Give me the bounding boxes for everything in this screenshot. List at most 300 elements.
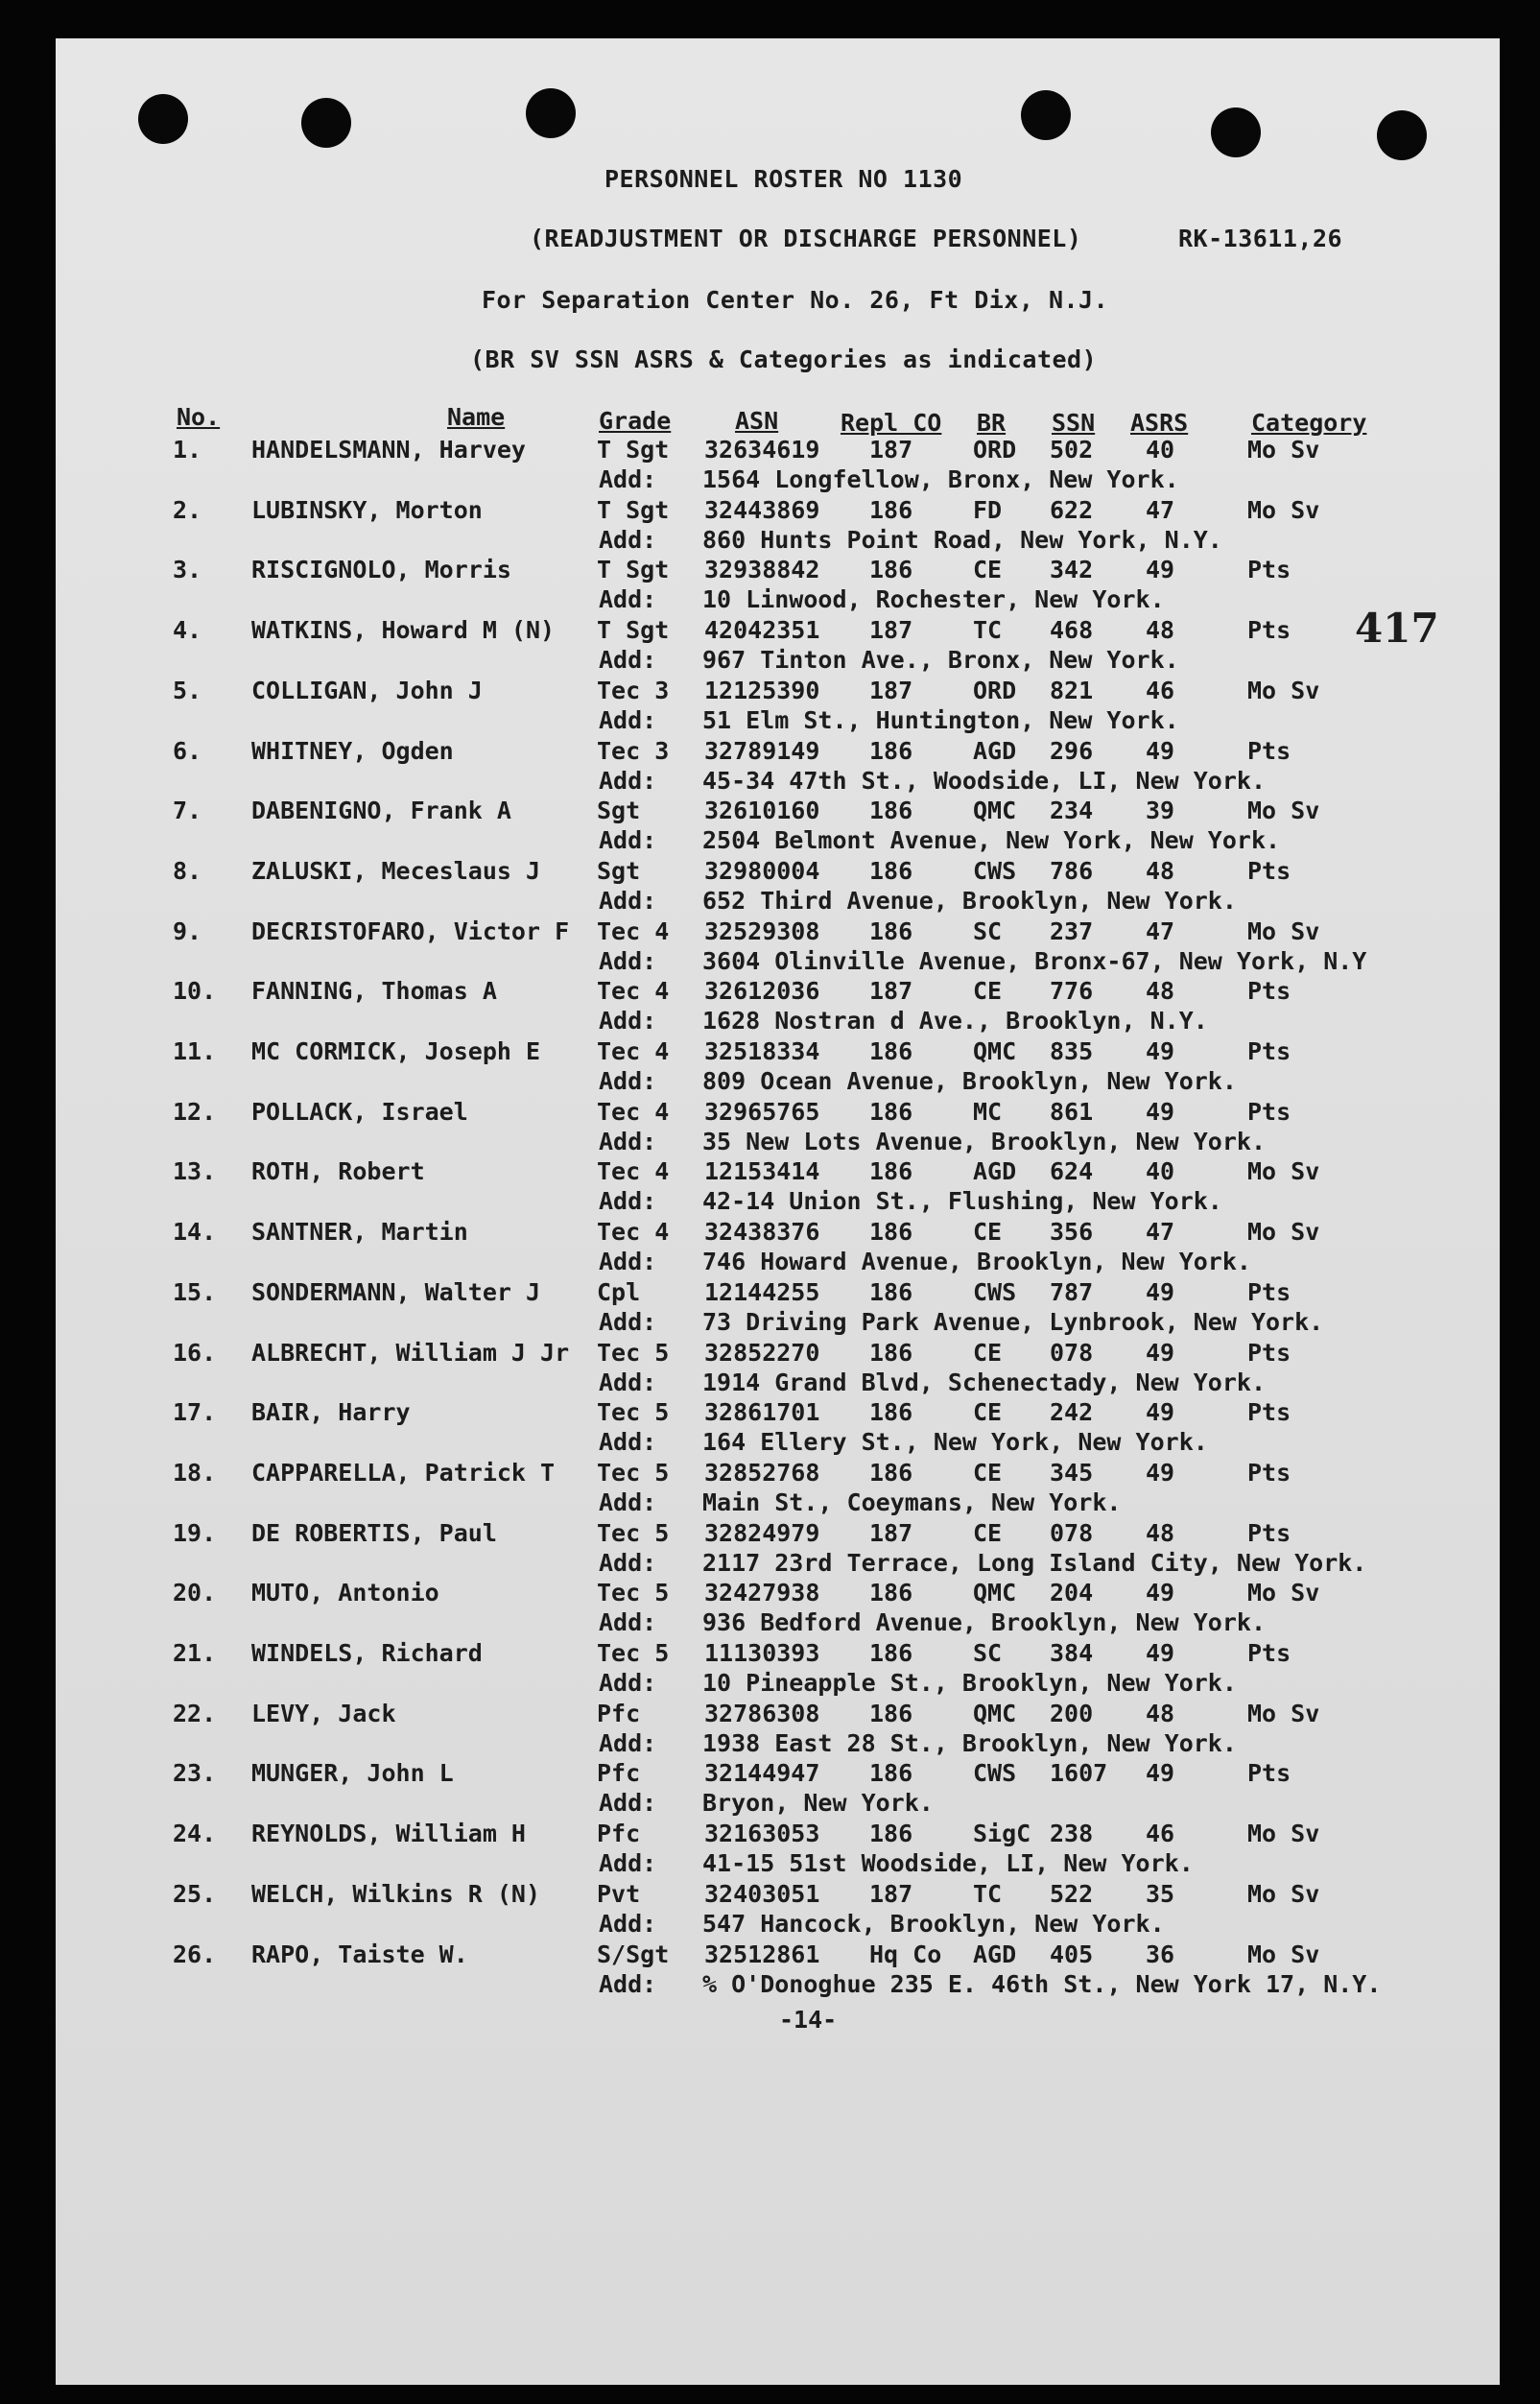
entry-repl-co: 187 bbox=[869, 1879, 913, 1908]
entry-repl-co: 186 bbox=[869, 1579, 913, 1607]
entry-number: 20. bbox=[173, 1579, 217, 1607]
entry-ssn: 468 bbox=[1050, 616, 1094, 645]
entry-repl-co: 186 bbox=[869, 1097, 913, 1126]
entry-number: 9. bbox=[173, 916, 202, 945]
entry-name: MC CORMICK, Joseph E bbox=[251, 1037, 541, 1065]
entry-asrs: 49 bbox=[1146, 556, 1175, 584]
entry-address: 860 Hunts Point Road, New York, N.Y. bbox=[702, 525, 1222, 554]
entry-category: Mo Sv bbox=[1247, 1820, 1320, 1848]
entry-repl-co: 187 bbox=[869, 1518, 913, 1547]
punch-hole bbox=[1377, 110, 1427, 160]
entry-repl-co: 186 bbox=[869, 556, 913, 584]
entry-address: 35 New Lots Avenue, Brooklyn, New York. bbox=[702, 1127, 1266, 1155]
column-header-grade: Grade bbox=[599, 407, 672, 435]
address-label: Add: bbox=[599, 1067, 657, 1095]
address-label: Add: bbox=[599, 1368, 657, 1396]
entry-branch: SC bbox=[973, 1639, 1003, 1667]
entry-asrs: 47 bbox=[1146, 1218, 1175, 1247]
entry-address: 547 Hancock, Brooklyn, New York. bbox=[702, 1909, 1165, 1938]
entry-repl-co: 186 bbox=[869, 495, 913, 524]
entry-category: Mo Sv bbox=[1247, 1579, 1320, 1607]
entry-grade: T Sgt bbox=[597, 436, 670, 464]
address-label: Add: bbox=[599, 705, 657, 734]
entry-asrs: 46 bbox=[1146, 1820, 1175, 1848]
column-header-name: Name bbox=[447, 403, 506, 431]
entry-category: Mo Sv bbox=[1247, 1699, 1320, 1727]
entry-address: 45-34 47th St., Woodside, LI, New York. bbox=[702, 766, 1266, 795]
entry-category: Pts bbox=[1247, 1277, 1291, 1306]
entry-ssn: 078 bbox=[1050, 1518, 1094, 1547]
entry-category: Pts bbox=[1247, 977, 1291, 1006]
entry-number: 13. bbox=[173, 1157, 217, 1186]
entry-repl-co: 186 bbox=[869, 1820, 913, 1848]
entry-repl-co: Hq Co bbox=[869, 1940, 942, 1968]
entry-grade: Tec 4 bbox=[597, 977, 670, 1006]
entry-ssn: 776 bbox=[1050, 977, 1094, 1006]
entry-branch: AGD bbox=[973, 1940, 1017, 1968]
entry-asrs: 48 bbox=[1146, 616, 1175, 645]
entry-repl-co: 186 bbox=[869, 1639, 913, 1667]
entry-name: WINDELS, Richard bbox=[251, 1639, 483, 1667]
entry-asrs: 35 bbox=[1146, 1879, 1175, 1908]
entry-branch: ORD bbox=[973, 676, 1017, 704]
column-header-asrs: ASRS bbox=[1130, 409, 1189, 437]
entry-address: 746 Howard Avenue, Brooklyn, New York. bbox=[702, 1248, 1251, 1276]
entry-asn: 32634619 bbox=[704, 436, 820, 464]
entry-branch: CE bbox=[973, 1218, 1003, 1247]
address-label: Add: bbox=[599, 1849, 657, 1878]
entry-asn: 32438376 bbox=[704, 1218, 820, 1247]
entry-category: Pts bbox=[1247, 1037, 1291, 1065]
entry-grade: Tec 4 bbox=[597, 1097, 670, 1126]
entry-asn: 32610160 bbox=[704, 797, 820, 825]
entry-asn: 32980004 bbox=[704, 856, 820, 885]
entry-address: 3604 Olinville Avenue, Bronx-67, New York, N.Y bbox=[702, 946, 1367, 975]
entry-asrs: 49 bbox=[1146, 1759, 1175, 1788]
entry-ssn: 078 bbox=[1050, 1338, 1094, 1367]
entry-repl-co: 186 bbox=[869, 1037, 913, 1065]
entry-category: Mo Sv bbox=[1247, 1940, 1320, 1968]
column-header-asn: ASN bbox=[735, 407, 779, 435]
address-label: Add: bbox=[599, 1307, 657, 1336]
entry-grade: Tec 4 bbox=[597, 1037, 670, 1065]
entry-grade: Tec 5 bbox=[597, 1338, 670, 1367]
entry-number: 14. bbox=[173, 1218, 217, 1247]
entry-number: 24. bbox=[173, 1820, 217, 1848]
entry-asrs: 49 bbox=[1146, 1097, 1175, 1126]
entry-name: POLLACK, Israel bbox=[251, 1097, 468, 1126]
entry-grade: Tec 5 bbox=[597, 1579, 670, 1607]
entry-ssn: 296 bbox=[1050, 736, 1094, 765]
entry-category: Mo Sv bbox=[1247, 916, 1320, 945]
entry-ssn: 204 bbox=[1050, 1579, 1094, 1607]
entry-asrs: 49 bbox=[1146, 1398, 1175, 1427]
entry-name: BAIR, Harry bbox=[251, 1398, 411, 1427]
entry-name: SONDERMANN, Walter J bbox=[251, 1277, 541, 1306]
entry-grade: Tec 4 bbox=[597, 916, 670, 945]
entry-branch: CE bbox=[973, 1398, 1003, 1427]
entry-number: 26. bbox=[173, 1940, 217, 1968]
entry-ssn: 200 bbox=[1050, 1699, 1094, 1727]
punch-hole bbox=[301, 98, 351, 148]
entry-repl-co: 187 bbox=[869, 977, 913, 1006]
entry-address: 42-14 Union St., Flushing, New York. bbox=[702, 1187, 1222, 1216]
entry-ssn: 356 bbox=[1050, 1218, 1094, 1247]
entry-asn: 11130393 bbox=[704, 1639, 820, 1667]
entry-name: ROTH, Robert bbox=[251, 1157, 425, 1186]
entry-ssn: 835 bbox=[1050, 1037, 1094, 1065]
entry-asrs: 46 bbox=[1146, 676, 1175, 704]
separation-center-line: For Separation Center No. 26, Ft Dix, N.J. bbox=[482, 286, 1109, 314]
entry-name: RISCIGNOLO, Morris bbox=[251, 556, 511, 584]
entry-ssn: 234 bbox=[1050, 797, 1094, 825]
entry-number: 25. bbox=[173, 1879, 217, 1908]
entry-number: 19. bbox=[173, 1518, 217, 1547]
column-header-category: Category bbox=[1251, 409, 1367, 437]
entry-category: Mo Sv bbox=[1247, 1879, 1320, 1908]
address-label: Add: bbox=[599, 1909, 657, 1938]
entry-name: CAPPARELLA, Patrick T bbox=[251, 1458, 556, 1487]
punch-hole bbox=[1021, 90, 1071, 140]
entry-grade: Tec 5 bbox=[597, 1458, 670, 1487]
entry-name: ALBRECHT, William J Jr bbox=[251, 1338, 570, 1367]
entry-address: 1564 Longfellow, Bronx, New York. bbox=[702, 465, 1179, 493]
entry-ssn: 622 bbox=[1050, 495, 1094, 524]
entry-branch: AGD bbox=[973, 1157, 1017, 1186]
roster-code: RK-13611,26 bbox=[1178, 225, 1343, 252]
entry-repl-co: 186 bbox=[869, 1338, 913, 1367]
entry-category: Mo Sv bbox=[1247, 495, 1320, 524]
entry-branch: CE bbox=[973, 1518, 1003, 1547]
entry-repl-co: 186 bbox=[869, 1218, 913, 1247]
column-header-br: BR bbox=[977, 409, 1007, 437]
entry-repl-co: 186 bbox=[869, 797, 913, 825]
entry-asn: 32512861 bbox=[704, 1940, 820, 1968]
entry-ssn: 342 bbox=[1050, 556, 1094, 584]
address-label: Add: bbox=[599, 1669, 657, 1697]
entry-name: ZALUSKI, Meceslaus J bbox=[251, 856, 541, 885]
address-label: Add: bbox=[599, 886, 657, 915]
entry-address: 652 Third Avenue, Brooklyn, New York. bbox=[702, 886, 1237, 915]
entry-number: 1. bbox=[173, 436, 202, 464]
entry-asrs: 39 bbox=[1146, 797, 1175, 825]
entry-asn: 32518334 bbox=[704, 1037, 820, 1065]
entry-address: 967 Tinton Ave., Bronx, New York. bbox=[702, 646, 1179, 675]
entry-asrs: 47 bbox=[1146, 916, 1175, 945]
column-header-ssn: SSN bbox=[1052, 409, 1096, 437]
address-label: Add: bbox=[599, 1728, 657, 1757]
entry-name: LEVY, Jack bbox=[251, 1699, 396, 1727]
entry-asrs: 49 bbox=[1146, 1338, 1175, 1367]
entry-branch: CE bbox=[973, 977, 1003, 1006]
entry-number: 23. bbox=[173, 1759, 217, 1788]
entry-category: Pts bbox=[1247, 1097, 1291, 1126]
entry-ssn: 786 bbox=[1050, 856, 1094, 885]
entry-grade: S/Sgt bbox=[597, 1940, 670, 1968]
entry-repl-co: 186 bbox=[869, 916, 913, 945]
entry-repl-co: 186 bbox=[869, 1157, 913, 1186]
entry-asn: 32824979 bbox=[704, 1518, 820, 1547]
address-label: Add: bbox=[599, 525, 657, 554]
entry-asrs: 48 bbox=[1146, 977, 1175, 1006]
entry-number: 7. bbox=[173, 797, 202, 825]
entry-asrs: 48 bbox=[1146, 1518, 1175, 1547]
entry-name: REYNOLDS, William H bbox=[251, 1820, 526, 1848]
entry-category: Pts bbox=[1247, 1458, 1291, 1487]
entry-asrs: 49 bbox=[1146, 1458, 1175, 1487]
entry-grade: T Sgt bbox=[597, 495, 670, 524]
entry-number: 11. bbox=[173, 1037, 217, 1065]
entry-address: 51 Elm St., Huntington, New York. bbox=[702, 705, 1179, 734]
entry-category: Pts bbox=[1247, 556, 1291, 584]
entry-category: Mo Sv bbox=[1247, 676, 1320, 704]
entry-grade: Pfc bbox=[597, 1759, 641, 1788]
entry-branch: SC bbox=[973, 916, 1003, 945]
entry-asn: 32938842 bbox=[704, 556, 820, 584]
address-label: Add: bbox=[599, 1187, 657, 1216]
entry-branch: CWS bbox=[973, 1277, 1017, 1306]
entry-grade: Pvt bbox=[597, 1879, 641, 1908]
entry-name: DABENIGNO, Frank A bbox=[251, 797, 511, 825]
entry-number: 8. bbox=[173, 856, 202, 885]
entry-name: DECRISTOFARO, Victor F bbox=[251, 916, 570, 945]
roster-title: PERSONNEL ROSTER NO 1130 bbox=[604, 165, 963, 193]
entry-repl-co: 186 bbox=[869, 856, 913, 885]
entry-address: 809 Ocean Avenue, Brooklyn, New York. bbox=[702, 1067, 1237, 1095]
entry-asn: 12144255 bbox=[704, 1277, 820, 1306]
entry-repl-co: 186 bbox=[869, 1759, 913, 1788]
entry-asrs: 49 bbox=[1146, 1037, 1175, 1065]
entry-asrs: 49 bbox=[1146, 1579, 1175, 1607]
address-label: Add: bbox=[599, 1488, 657, 1516]
entry-address: 936 Bedford Avenue, Brooklyn, New York. bbox=[702, 1608, 1266, 1637]
entry-ssn: 1607 bbox=[1050, 1759, 1108, 1788]
entry-grade: Pfc bbox=[597, 1699, 641, 1727]
entry-name: FANNING, Thomas A bbox=[251, 977, 497, 1006]
categories-note: (BR SV SSN ASRS & Categories as indicated) bbox=[470, 345, 1098, 373]
entry-branch: CWS bbox=[973, 1759, 1017, 1788]
entry-number: 17. bbox=[173, 1398, 217, 1427]
entry-repl-co: 187 bbox=[869, 676, 913, 704]
entry-address: % O'Donoghue 235 E. 46th St., New York 17, N.Y. bbox=[702, 1969, 1382, 1998]
address-label: Add: bbox=[599, 1969, 657, 1998]
entry-grade: Tec 3 bbox=[597, 736, 670, 765]
entry-ssn: 787 bbox=[1050, 1277, 1094, 1306]
entry-branch: QMC bbox=[973, 797, 1017, 825]
entry-asn: 32789149 bbox=[704, 736, 820, 765]
entry-branch: TC bbox=[973, 1879, 1003, 1908]
entry-ssn: 624 bbox=[1050, 1157, 1094, 1186]
entry-category: Mo Sv bbox=[1247, 1218, 1320, 1247]
punch-hole bbox=[1211, 107, 1261, 157]
entry-name: WHITNEY, Ogden bbox=[251, 736, 454, 765]
entry-number: 3. bbox=[173, 556, 202, 584]
entry-ssn: 502 bbox=[1050, 436, 1094, 464]
entry-address: 1938 East 28 St., Brooklyn, New York. bbox=[702, 1728, 1237, 1757]
entry-asn: 32427938 bbox=[704, 1579, 820, 1607]
entry-name: DE ROBERTIS, Paul bbox=[251, 1518, 497, 1547]
entry-name: MUTO, Antonio bbox=[251, 1579, 439, 1607]
entry-branch: CE bbox=[973, 1458, 1003, 1487]
address-label: Add: bbox=[599, 1548, 657, 1577]
entry-number: 12. bbox=[173, 1097, 217, 1126]
address-label: Add: bbox=[599, 766, 657, 795]
entry-address: 1628 Nostran d Ave., Brooklyn, N.Y. bbox=[702, 1007, 1208, 1035]
entry-grade: Tec 5 bbox=[597, 1518, 670, 1547]
entry-name: RAPO, Taiste W. bbox=[251, 1940, 468, 1968]
entry-number: 21. bbox=[173, 1639, 217, 1667]
address-label: Add: bbox=[599, 1789, 657, 1818]
entry-address: 73 Driving Park Avenue, Lynbrook, New York. bbox=[702, 1307, 1324, 1336]
entry-asn: 32529308 bbox=[704, 916, 820, 945]
entry-ssn: 345 bbox=[1050, 1458, 1094, 1487]
entry-branch: MC bbox=[973, 1097, 1003, 1126]
column-header-repl-co: Repl CO bbox=[841, 409, 942, 437]
entry-address: Main St., Coeymans, New York. bbox=[702, 1488, 1122, 1516]
entry-repl-co: 186 bbox=[869, 1458, 913, 1487]
address-label: Add: bbox=[599, 1428, 657, 1457]
punch-hole bbox=[526, 88, 576, 138]
entry-category: Pts bbox=[1247, 1759, 1291, 1788]
entry-address: Bryon, New York. bbox=[702, 1789, 934, 1818]
entry-grade: T Sgt bbox=[597, 556, 670, 584]
entry-asn: 32852768 bbox=[704, 1458, 820, 1487]
entry-branch: QMC bbox=[973, 1579, 1017, 1607]
entry-grade: Tec 5 bbox=[597, 1398, 670, 1427]
entry-address: 10 Linwood, Rochester, New York. bbox=[702, 585, 1165, 614]
entry-asrs: 40 bbox=[1146, 1157, 1175, 1186]
entry-branch: AGD bbox=[973, 736, 1017, 765]
entry-number: 22. bbox=[173, 1699, 217, 1727]
entry-asn: 32852270 bbox=[704, 1338, 820, 1367]
entry-branch: CE bbox=[973, 556, 1003, 584]
entry-asn: 12153414 bbox=[704, 1157, 820, 1186]
entry-number: 18. bbox=[173, 1458, 217, 1487]
entry-grade: Tec 4 bbox=[597, 1218, 670, 1247]
entry-name: SANTNER, Martin bbox=[251, 1218, 468, 1247]
entry-number: 10. bbox=[173, 977, 217, 1006]
entry-branch: QMC bbox=[973, 1037, 1017, 1065]
entry-repl-co: 186 bbox=[869, 736, 913, 765]
address-label: Add: bbox=[599, 585, 657, 614]
entry-grade: Tec 5 bbox=[597, 1639, 670, 1667]
page-number: -14- bbox=[779, 2006, 838, 2034]
entry-asrs: 36 bbox=[1146, 1940, 1175, 1968]
address-label: Add: bbox=[599, 465, 657, 493]
entry-asn: 32443869 bbox=[704, 495, 820, 524]
page-stamp-number: 417 bbox=[1355, 605, 1439, 652]
entry-branch: FD bbox=[973, 495, 1003, 524]
entry-name: WELCH, Wilkins R (N) bbox=[251, 1879, 541, 1908]
entry-category: Mo Sv bbox=[1247, 797, 1320, 825]
entry-address: 2117 23rd Terrace, Long Island City, New York. bbox=[702, 1548, 1367, 1577]
entry-asrs: 48 bbox=[1146, 856, 1175, 885]
entry-grade: Tec 4 bbox=[597, 1157, 670, 1186]
entry-category: Mo Sv bbox=[1247, 436, 1320, 464]
entry-asrs: 49 bbox=[1146, 1639, 1175, 1667]
entry-category: Pts bbox=[1247, 1398, 1291, 1427]
entry-name: HANDELSMANN, Harvey bbox=[251, 436, 526, 464]
entry-branch: QMC bbox=[973, 1699, 1017, 1727]
address-label: Add: bbox=[599, 1127, 657, 1155]
entry-asn: 32144947 bbox=[704, 1759, 820, 1788]
entry-name: WATKINS, Howard M (N) bbox=[251, 616, 556, 645]
punch-hole bbox=[138, 94, 188, 144]
entry-asn: 32612036 bbox=[704, 977, 820, 1006]
entry-asn: 12125390 bbox=[704, 676, 820, 704]
entry-number: 2. bbox=[173, 495, 202, 524]
entry-category: Pts bbox=[1247, 1338, 1291, 1367]
entry-asn: 32163053 bbox=[704, 1820, 820, 1848]
address-label: Add: bbox=[599, 1608, 657, 1637]
entry-grade: Tec 3 bbox=[597, 676, 670, 704]
entry-ssn: 238 bbox=[1050, 1820, 1094, 1848]
entry-branch: ORD bbox=[973, 436, 1017, 464]
roster-subtitle: (READJUSTMENT OR DISCHARGE PERSONNEL) bbox=[530, 225, 1082, 252]
entry-branch: CWS bbox=[973, 856, 1017, 885]
address-label: Add: bbox=[599, 1248, 657, 1276]
entry-category: Pts bbox=[1247, 1639, 1291, 1667]
address-label: Add: bbox=[599, 826, 657, 855]
entry-address: 10 Pineapple St., Brooklyn, New York. bbox=[702, 1669, 1237, 1697]
entry-grade: Sgt bbox=[597, 797, 641, 825]
entry-branch: CE bbox=[973, 1338, 1003, 1367]
entry-number: 5. bbox=[173, 676, 202, 704]
entry-asrs: 49 bbox=[1146, 736, 1175, 765]
entry-category: Pts bbox=[1247, 616, 1291, 645]
entry-address: 1914 Grand Blvd, Schenectady, New York. bbox=[702, 1368, 1266, 1396]
entry-category: Mo Sv bbox=[1247, 1157, 1320, 1186]
entry-asn: 32965765 bbox=[704, 1097, 820, 1126]
entry-number: 6. bbox=[173, 736, 202, 765]
entry-grade: Cpl bbox=[597, 1277, 641, 1306]
entry-number: 15. bbox=[173, 1277, 217, 1306]
entry-asrs: 47 bbox=[1146, 495, 1175, 524]
entry-name: COLLIGAN, John J bbox=[251, 676, 483, 704]
entry-number: 16. bbox=[173, 1338, 217, 1367]
entry-ssn: 405 bbox=[1050, 1940, 1094, 1968]
entry-branch: TC bbox=[973, 616, 1003, 645]
entry-repl-co: 187 bbox=[869, 616, 913, 645]
entry-grade: Pfc bbox=[597, 1820, 641, 1848]
entry-name: LUBINSKY, Morton bbox=[251, 495, 483, 524]
entry-ssn: 821 bbox=[1050, 676, 1094, 704]
entry-name: MUNGER, John L bbox=[251, 1759, 454, 1788]
entry-repl-co: 186 bbox=[869, 1277, 913, 1306]
entry-category: Pts bbox=[1247, 736, 1291, 765]
entry-ssn: 522 bbox=[1050, 1879, 1094, 1908]
entry-category: Pts bbox=[1247, 856, 1291, 885]
address-label: Add: bbox=[599, 646, 657, 675]
entry-asrs: 40 bbox=[1146, 436, 1175, 464]
entry-address: 41-15 51st Woodside, LI, New York. bbox=[702, 1849, 1194, 1878]
entry-asrs: 48 bbox=[1146, 1699, 1175, 1727]
entry-asn: 32786308 bbox=[704, 1699, 820, 1727]
address-label: Add: bbox=[599, 946, 657, 975]
entry-ssn: 237 bbox=[1050, 916, 1094, 945]
address-label: Add: bbox=[599, 1007, 657, 1035]
entry-ssn: 242 bbox=[1050, 1398, 1094, 1427]
entry-repl-co: 187 bbox=[869, 436, 913, 464]
entry-address: 2504 Belmont Avenue, New York, New York. bbox=[702, 826, 1281, 855]
entry-number: 4. bbox=[173, 616, 202, 645]
entry-asn: 42042351 bbox=[704, 616, 820, 645]
entry-ssn: 384 bbox=[1050, 1639, 1094, 1667]
entry-repl-co: 186 bbox=[869, 1398, 913, 1427]
entry-ssn: 861 bbox=[1050, 1097, 1094, 1126]
entry-grade: T Sgt bbox=[597, 616, 670, 645]
entry-asrs: 49 bbox=[1146, 1277, 1175, 1306]
